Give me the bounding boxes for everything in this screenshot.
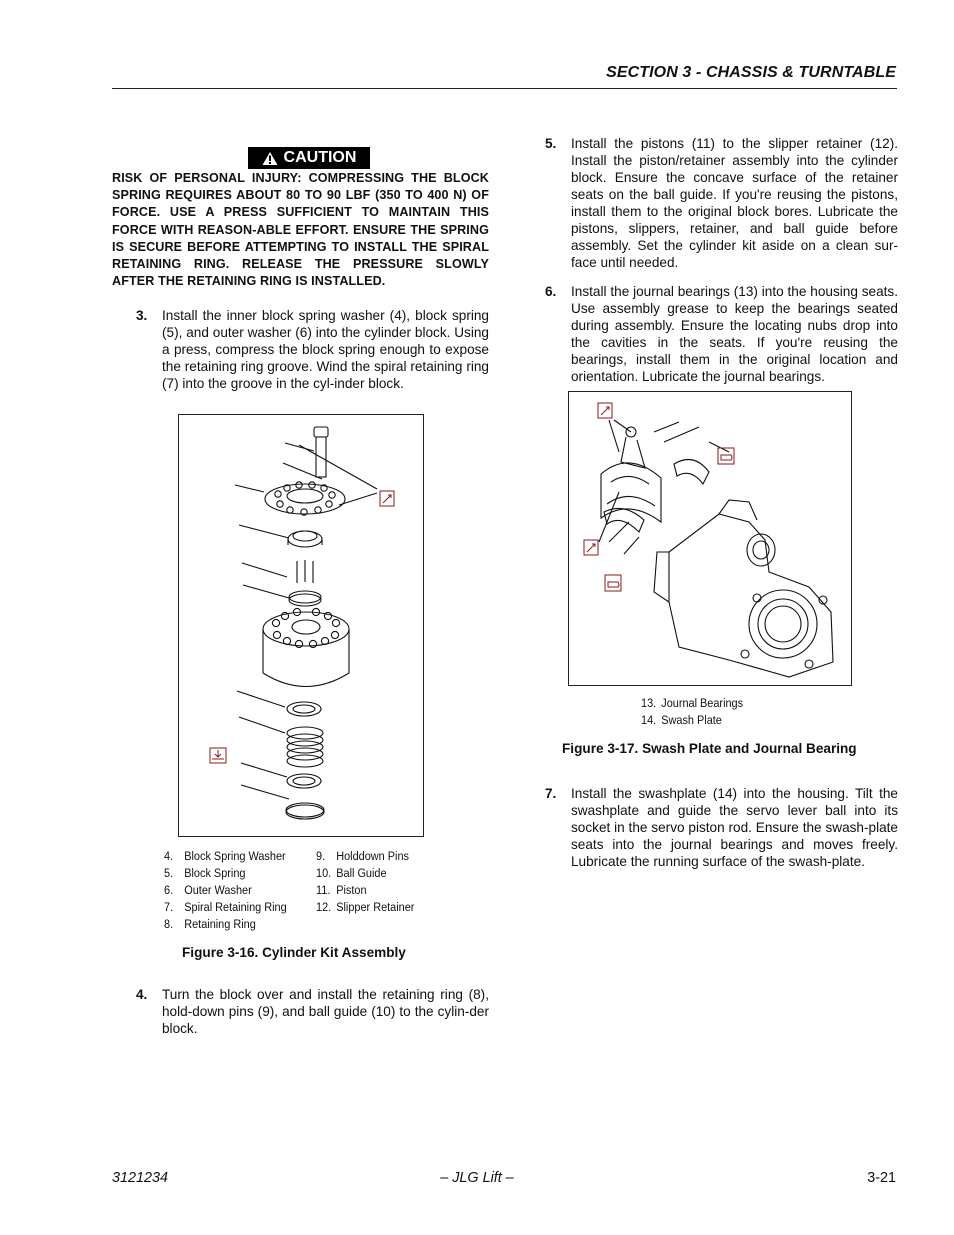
cylinder-kit-illustration [179, 415, 423, 836]
legend-item: 7. Spiral Retaining Ring [164, 900, 287, 914]
legend-item: 5. Block Spring [164, 866, 246, 880]
figure-16-legend-right [316, 848, 414, 916]
legend-item: 10. Ball Guide [316, 866, 387, 880]
legend-item: 11. Piston [316, 883, 367, 897]
step-number: 7. [545, 786, 557, 801]
footer-center: – JLG Lift – [440, 1170, 514, 1186]
step-7 [545, 785, 898, 870]
warning-triangle-icon [262, 151, 278, 166]
legend-item: 8. Retaining Ring [164, 917, 256, 931]
legend-item: 12. Slipper Retainer [316, 900, 415, 914]
lubricate-icon [598, 403, 612, 418]
lubricate-icon [584, 540, 598, 555]
step-text: Install the journal bearings (13) into the housing seats. Use assembly grease to keep the bearings seated during assembly. Ensure the locating nubs drop into the cavities in the seats. If you're reusing the bearings, install them in the original location and orientation. Lubricate the journal bearings. [571, 284, 898, 384]
legend-item: 9. Holddown Pins [316, 849, 409, 863]
grease-icon [605, 575, 621, 591]
step-6 [545, 283, 898, 385]
legend-item: 14. Swash Plate [641, 713, 722, 727]
header-divider [112, 88, 897, 89]
step-text: Install the pistons (11) to the slipper retainer (12). Install the piston/retainer assembly into the cylinder block. Ensure the concave surface of the retainer seats on the ball guide. If you're reusing the pistons, install them to the original block bores. Lubricate the pistons, slippers, retainer, and ball guide before assembly. Set the cylinder kit aside on a clean sur-face until needed. [571, 136, 898, 270]
step-3 [136, 307, 489, 392]
caution-text: RISK OF PERSONAL INJURY: COMPRESSING THE BLOCK SPRING REQUIRES ABOUT 80 TO 90 LBF (350 TO 400 N) OF FORCE. USE A PRESS SUFFICIENT TO MAINTAIN THIS FORCE WITH REASON-ABLE EFFORT. ENSURE THE SPRING IS SECURE BEFORE ATTEMPTING TO INSTALL THE SPIRAL RETAINING RING. RELEASE THE PRESSURE SLOWLY AFTER THE RETAINING RING IS INSTALLED. [112, 171, 489, 289]
step-number: 3. [136, 308, 148, 323]
step-4 [136, 986, 489, 1037]
step-number: 4. [136, 987, 148, 1002]
legend-item: 6. Outer Washer [164, 883, 252, 897]
step-number: 6. [545, 284, 557, 299]
document-number: 3121234 [112, 1170, 169, 1186]
page-number: 3-21 [867, 1170, 896, 1186]
step-text: Install the inner block spring washer (4), block spring (5), and outer washer (6) into the cylinder block. Using a press, compress the block spring enough to expose the retaining ring groove. Wind the spiral retaining ring (7) into the groove in the cyl-inder block. [162, 308, 489, 391]
step-number: 5. [545, 136, 557, 151]
caution-badge [248, 147, 370, 169]
legend-item: 13. Journal Bearings [641, 696, 744, 710]
figure-17-caption: Figure 3-17. Swash Plate and Journal Bearing [562, 741, 857, 756]
lubricate-icon [380, 491, 394, 506]
press-icon [210, 748, 226, 763]
figure-16-legend-left [164, 848, 287, 933]
figure-17-legend [641, 695, 743, 729]
section-title: SECTION 3 - CHASSIS & TURNTABLE [606, 64, 896, 81]
figure-cylinder-kit [178, 414, 424, 837]
step-5 [545, 135, 898, 271]
legend-item: 4. Block Spring Washer [164, 849, 286, 863]
swash-plate-illustration [569, 392, 851, 685]
caution-label: CAUTION [283, 149, 357, 166]
figure-16-caption: Figure 3-16. Cylinder Kit Assembly [182, 945, 406, 960]
step-text: Turn the block over and install the retaining ring (8), hold-down pins (9), and ball guide (10) to the cylin-der block. [162, 987, 489, 1036]
figure-swash-plate [568, 391, 852, 686]
step-text: Install the swashplate (14) into the housing. Tilt the swashplate and guide the servo lever ball into its socket in the servo piston rod. Ensure the swash-plate seats into the journal bearings and moves freely. Lubricate the running surface of the swash-plate. [571, 786, 898, 869]
